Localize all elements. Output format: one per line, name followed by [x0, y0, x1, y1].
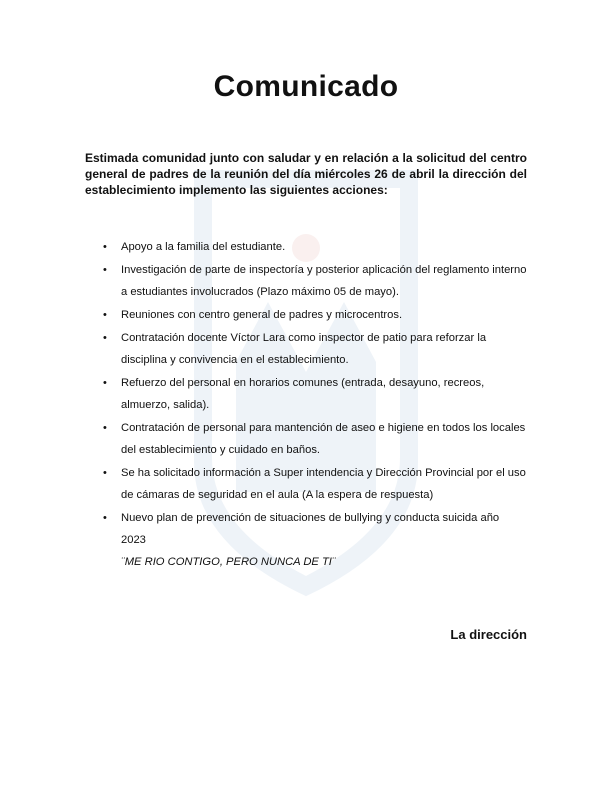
list-item-text: Se ha solicitado información a Super intendencia y Dirección Provincial por el uso de cámaras de seguridad en el aula (A la espera de respuesta) [121, 467, 526, 501]
bullet-icon: • [103, 241, 107, 253]
list-item [103, 372, 527, 416]
list-item-text: Reuniones con centro general de padres y microcentros. [121, 309, 403, 321]
list-item-text: Apoyo a la familia del estudiante. [121, 241, 286, 253]
bullet-icon: • [103, 422, 107, 434]
signature: La dirección [450, 627, 527, 642]
list-item [103, 304, 527, 326]
list-item-text: Contratación de personal para mantención de aseo e higiene en todos los locales del establecimiento y cuidado en baños. [121, 422, 526, 456]
list-item [103, 327, 527, 371]
bullet-icon: • [103, 309, 107, 321]
bullet-icon: • [103, 377, 107, 389]
bullet-icon: • [103, 467, 107, 479]
bullet-icon: • [103, 264, 107, 276]
list-item-text: Nuevo plan de prevención de situaciones de bullying y conducta suicida año 2023 [121, 512, 500, 546]
list-item-text: Contratación docente Víctor Lara como inspector de patio para reforzar la disciplina y convivencia en el establecimiento. [121, 332, 487, 366]
list-item [103, 507, 527, 573]
list-item [103, 417, 527, 461]
intro-paragraph: Estimada comunidad junto con saludar y en relación a la solicitud del centro general de padres de la reunión del día miércoles 26 de abril la dirección del establecimiento implemento las siguientes acciones: [85, 151, 527, 197]
bullet-icon: • [103, 512, 107, 524]
list-item [103, 236, 527, 258]
list-item [103, 259, 527, 303]
list-item-text: Refuerzo del personal en horarios comunes (entrada, desayuno, recreos, almuerzo, salida). [121, 377, 485, 411]
motto-text: ¨ME RIO CONTIGO, PERO NUNCA DE TI¨ [121, 556, 336, 568]
list-item [103, 462, 527, 506]
actions-list [103, 236, 527, 574]
bullet-icon: • [103, 332, 107, 344]
list-item-text: Investigación de parte de inspectoría y posterior aplicación del reglamento interno a estudiantes involucrados (Plazo máximo 05 de mayo). [121, 264, 527, 298]
page-title: Comunicado [213, 70, 399, 103]
